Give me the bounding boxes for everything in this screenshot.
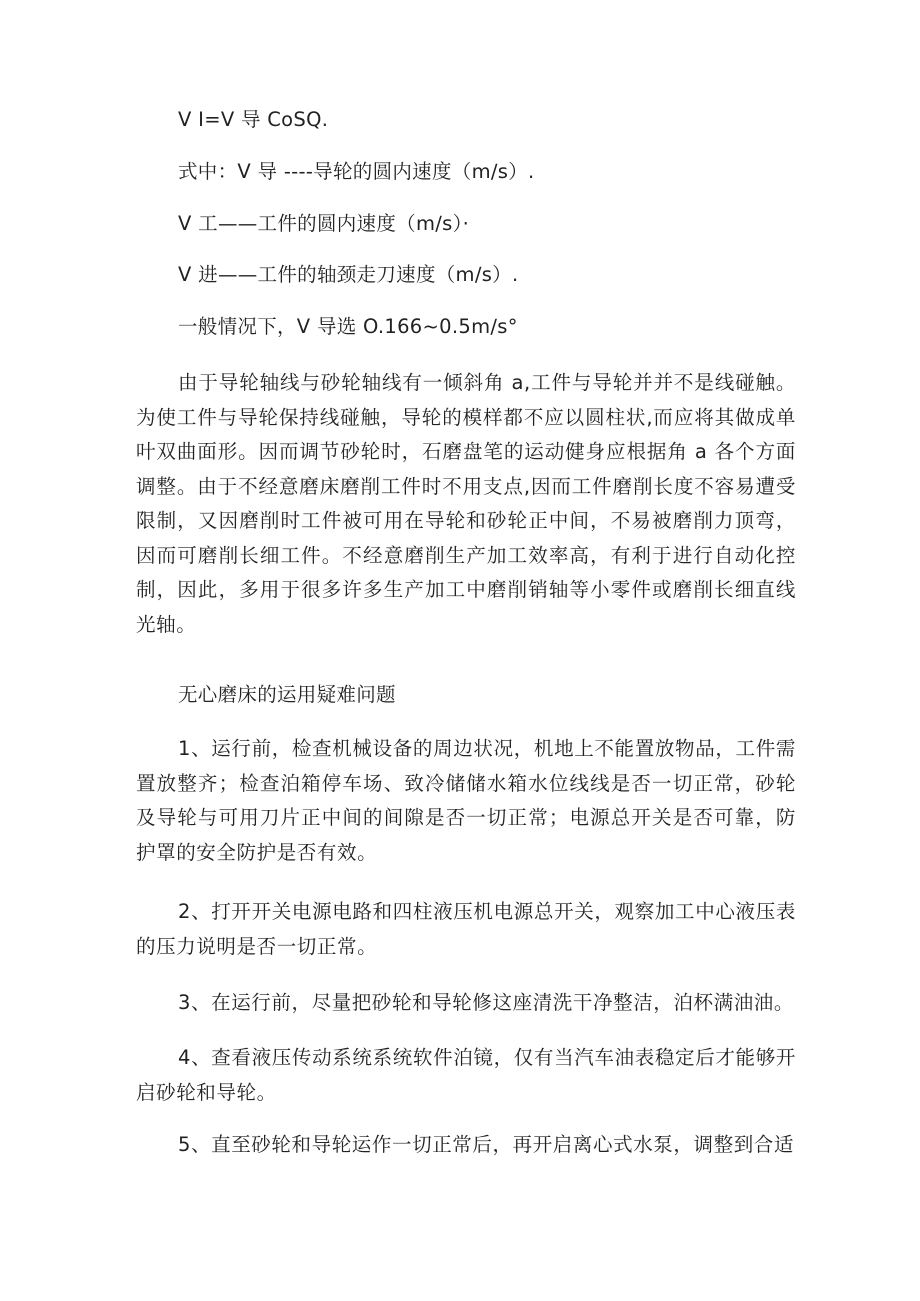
formula-note: 一般情况下，V 导选 O.166~0.5m∕s°: [178, 315, 518, 338]
section-heading: 无心磨床的运用疑难问题: [178, 683, 396, 706]
formula-line: V I=V 导 CoSQ.: [178, 108, 329, 131]
paragraph-guide-wheel: 由于导轮轴线与砂轮轴线有一倾斜角 a,工件与导轮并并不是线碰触。为使工件与导轮保持线碰触，导轮的模样都不应以圆柱状,而应将其做成单叶双曲面形。因而调节砂轮时，石磨盘笔的运动健身应根据角 a 各个方面调整。由于不经意磨床磨削工件时不用支点,因而工件磨削长度不容易遭受限制，又因磨削时工件被可用在导轮和砂轮正中间，不易被磨削力顶弯，因而可磨削长细工件。不经意磨削生产加工效率高，有利于进行自动化控制，因此，多用于很多许多生产加工中磨削销轴等小零件或磨削长细直线光轴。: [136, 371, 796, 636]
formula-definition-feed: V 进——工件的轴颈走刀速度（m∕s）.: [178, 263, 519, 286]
list-item-2: 2、打开开关电源电路和四柱液压机电源总开关，观察加工中心液压表的压力说明是否一切正常。: [136, 900, 796, 958]
formula-definition-workpiece: V 工——工件的圆内速度（m∕s）·: [178, 212, 470, 235]
formula-definition-guide-wheel: 式中：V 导 ----导轮的圆内速度（m∕s）.: [178, 160, 535, 183]
list-item-5: 5、直至砂轮和导轮运作一切正常后，再开启离心式水泵，调整到合适: [178, 1133, 795, 1156]
list-item-3: 3、在运行前，尽量把砂轮和导轮修这座清洗干净整洁，泊杯满油油。: [178, 991, 795, 1014]
list-item-4: 4、查看液压传动系统系统软件泊镜，仅有当汽车油表稳定后才能够开启砂轮和导轮。: [136, 1046, 796, 1104]
list-item-1: 1、运行前，检查机械设备的周边状况，机地上不能置放物品，工件需置放整齐；检查泊箱停车场、致冷储储水箱水位线线是否一切正常，砂轮及导轮与可用刀片正中间的间隙是否一切正常；电源总开关是否可靠，防护罩的安全防护是否有效。: [136, 737, 796, 864]
